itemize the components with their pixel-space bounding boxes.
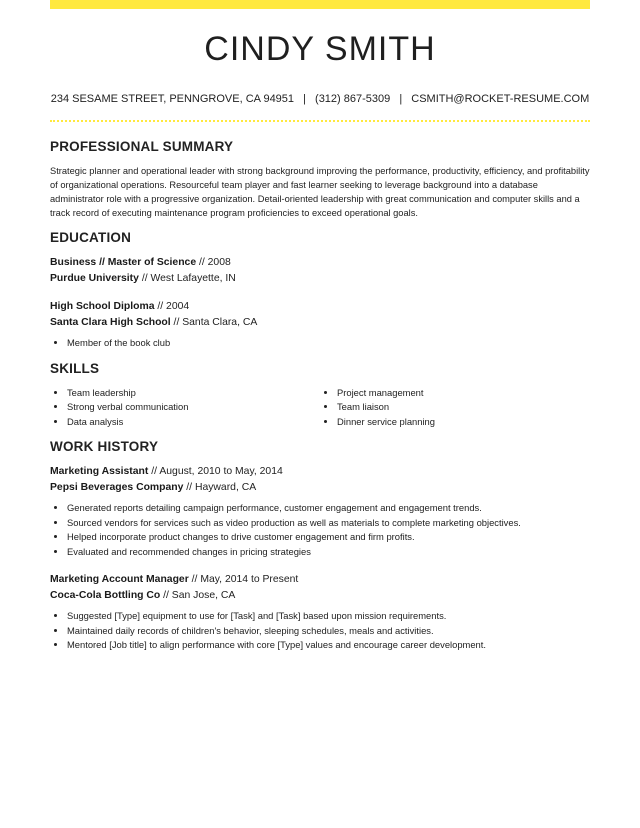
education-entry [50,255,590,286]
school-line [50,271,590,287]
skill-item: • Data analysis [67,415,320,430]
separator: | [303,93,306,105]
location: // Santa Clara, CA [170,316,258,328]
list-item: • Sourced vendors for services such as video production as well as materials to complete marketing objectives. [67,516,590,531]
accent-bar [50,0,590,9]
company: Pepsi Beverages Company [50,481,184,493]
section-title: EDUCATION [50,230,132,245]
work-section [50,438,590,653]
role-line [50,464,590,480]
company: Coca-Cola Bottling Co [50,589,161,601]
school-line [50,315,590,331]
candidate-name: CINDY SMITH [204,30,436,68]
list-item: • Evaluated and recommended changes in pricing strategies [67,545,590,560]
skills-columns [50,386,590,430]
list-item: • Maintained daily records of children's behavior, sleeping schedules, meals and activities. [67,624,590,639]
resume-body [50,138,590,653]
degree: Business // Master of Science [50,257,197,268]
section-title: PROFESSIONAL SUMMARY [50,139,234,154]
summary-section [50,138,590,220]
school: Purdue University [50,272,139,284]
section-title: WORK HISTORY [50,439,159,454]
contact-line [0,93,640,105]
skill-item: • Project management [337,386,590,401]
role: Marketing Account Manager [50,574,189,585]
job-entry [50,464,590,559]
job-bullets [50,501,590,559]
list-item: • Suggested [Type] equipment to use for [Task] and [Task] based upon mission requirements. [67,609,590,624]
address: 234 SESAME STREET, PENNGROVE, CA 94951 [50,93,295,105]
dates: // August, 2010 to May, 2014 [148,466,283,477]
year: // 2008 [196,257,231,268]
list-item: • Helped incorporate product changes to drive customer engagement and firm profits. [67,530,590,545]
list-item: • Generated reports detailing campaign performance, customer engagement and engagement trends. [67,501,590,516]
separator: | [399,93,403,105]
header-divider [50,120,590,122]
degree-line [50,299,590,315]
list-item: • Mentored [Job title] to align performance with core [Type] values and encourage career development. [67,638,590,653]
role: Marketing Assistant [50,466,149,477]
summary-text: Strategic planner and operational leader with strong background improving the performance, productivity, efficiency, and profitability of organizational operations. Resourceful team player and fast learner seeking to leverage background into a database administrator role with a progressive organization. Detail-oriented leadership with great communication and computer skills and a track record of executing maintenance program proficiencies to exceed operational goals. [50,166,590,218]
year: // 2004 [154,301,190,312]
list-item: • Member of the book club [67,336,590,351]
email: CSMITH@ROCKET-RESUME.COM [411,93,590,105]
skill-item: • Strong verbal communication [67,400,320,415]
role-line [50,572,590,588]
company-line [50,588,590,604]
location: // San Jose, CA [160,589,236,601]
location: // Hayward, CA [183,481,257,493]
degree: High School Diploma [50,301,155,312]
job-entry [50,572,590,653]
skill-item: • Dinner service planning [337,415,590,430]
company-line [50,480,590,496]
skills-right [320,386,590,430]
dates: // May, 2014 to Present [188,574,299,585]
skill-item: • Team leadership [67,386,320,401]
skills-left [50,386,320,430]
degree-line [50,255,590,271]
school: Santa Clara High School [50,316,171,328]
education-entry [50,299,590,351]
phone: (312) 867-5309 [315,93,391,105]
section-title: SKILLS [50,360,100,376]
education-section [50,229,590,351]
job-bullets [50,609,590,653]
location: // West Lafayette, IN [138,272,236,284]
skill-item: • Team liaison [337,400,590,415]
skills-section [50,360,590,430]
education-bullets [50,336,590,351]
